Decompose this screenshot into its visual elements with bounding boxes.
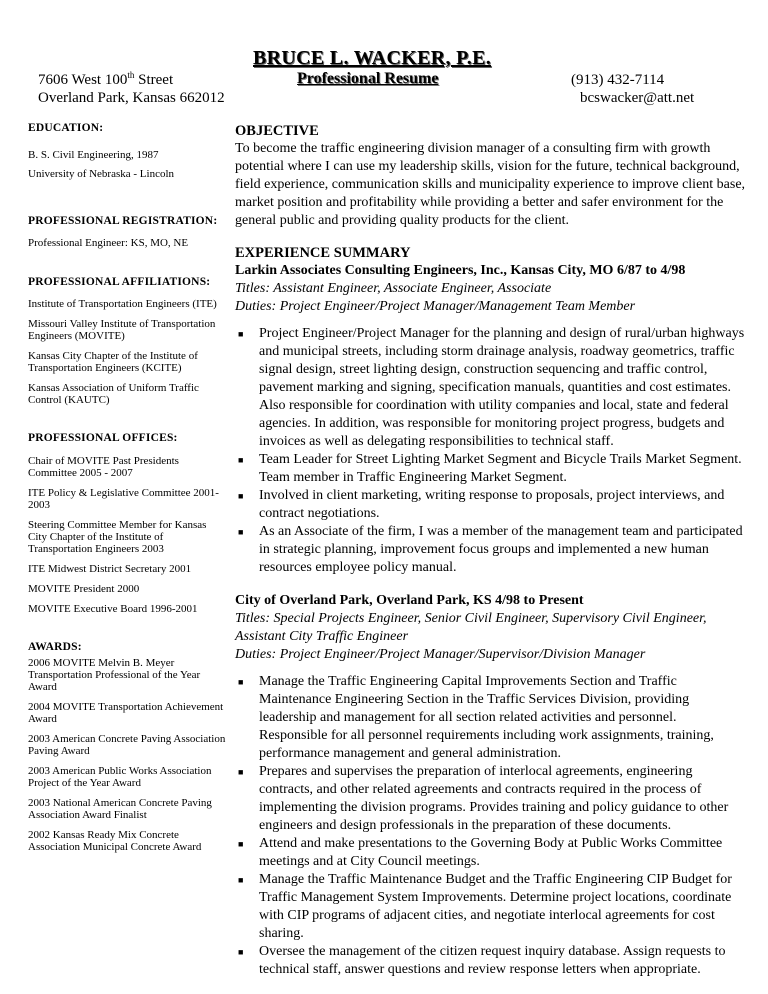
job-employer: Larkin Associates Consulting Engineers, Inc., Kansas City, MO 6/87 to 4/98 [235, 263, 686, 278]
bullet-icon: ■ [238, 455, 244, 465]
award-item: 2006 MOVITE Melvin B. Meyer Transportation Professional of the Year Award [28, 657, 201, 693]
office-item: Steering Committee Member for Kansas City Chapter of the Institute of Transportation Engineers 2003 [28, 519, 207, 555]
awards-heading: AWARDS: [28, 641, 82, 653]
education-section [28, 122, 228, 180]
job-bullet-list [235, 325, 747, 577]
registration-item: Professional Engineer: KS, MO, NE [28, 237, 189, 249]
offices-section [28, 432, 228, 615]
list-item [235, 943, 747, 979]
award-item: 2003 American Public Works Association Project of the Year Award [28, 765, 212, 789]
registration-heading: PROFESSIONAL REGISTRATION: [28, 215, 218, 227]
bullet-icon: ■ [238, 767, 244, 777]
job-larkin [235, 262, 747, 577]
resume-name: BRUCE L. WACKER, P.E. [253, 47, 492, 69]
bullet-text: Involved in client marketing, writing response to proposals, project interviews, and contract negotiations. [259, 488, 725, 521]
bullet-icon: ■ [238, 839, 244, 849]
award-item: 2004 MOVITE Transportation Achievement Award [28, 701, 224, 725]
affiliations-heading: PROFESSIONAL AFFILIATIONS: [28, 276, 211, 288]
award-item: 2003 National American Concrete Paving Association Award Finalist [28, 797, 212, 821]
bullet-text: Team Leader for Street Lighting Market Segment and Bicycle Trails Market Segment. Team member in Traffic Engineering Market Segment. [259, 452, 742, 485]
list-item [235, 835, 747, 871]
bullet-icon: ■ [238, 329, 244, 339]
email-address[interactable]: bcswacker@att.net [580, 90, 695, 106]
affiliation-item: Kansas Association of Uniform Traffic Control (KAUTC) [28, 382, 199, 406]
list-item [235, 871, 747, 943]
office-item: ITE Policy & Legislative Committee 2001- 2003 [28, 487, 219, 511]
address-line-2: Overland Park, Kansas 662012 [38, 90, 225, 106]
job-bullet-list [235, 673, 747, 979]
affiliation-item: Kansas City Chapter of the Institute of Transportation Engineers (KCITE) [28, 350, 198, 374]
bullet-text: Manage the Traffic Engineering Capital Improvements Section and Traffic Maintenance Engineering Section in the Traffic Services Division, providing leadership and management for all section related activities and personnel. Responsible for all personnel requirements including work assignments, training, performance management and general administration. [259, 674, 714, 761]
bullet-icon: ■ [238, 875, 244, 885]
bullet-text: Oversee the management of the citizen request inquiry database. Assign requests to technical staff, answer questions and review response letters when appropriate. [259, 944, 726, 977]
bullet-icon: ■ [238, 677, 244, 687]
office-item: MOVITE Executive Board 1996-2001 [28, 603, 198, 615]
job-duties: Duties: Project Engineer/Project Manager/Management Team Member [235, 299, 636, 314]
award-item: 2003 American Concrete Paving Association Paving Award [28, 733, 226, 757]
objective-heading: OBJECTIVE [235, 123, 319, 139]
bullet-text: Attend and make presentations to the Governing Body at Public Works Committee meetings and at City Council meetings. [259, 836, 723, 869]
affiliation-item: Missouri Valley Institute of Transportation Engineers (MOVITE) [28, 318, 216, 342]
affiliations-section [28, 276, 228, 406]
address-line-1 [38, 72, 173, 89]
office-item: Chair of MOVITE Past Presidents Committee 2005 - 2007 [28, 455, 179, 479]
award-item: 2002 Kansas Ready Mix Concrete Association Municipal Concrete Award [28, 829, 202, 853]
job-overland-park [235, 592, 747, 979]
list-item [235, 325, 747, 451]
sidebar [28, 122, 228, 853]
job-employer: City of Overland Park, Overland Park, KS 4/98 to Present [235, 593, 584, 608]
bullet-icon: ■ [238, 491, 244, 501]
job-titles: Titles: Special Projects Engineer, Senior Civil Engineer, Supervisory Civil Engineer, Assistant City Traffic Engineer [235, 611, 707, 644]
list-item [235, 487, 747, 523]
main-content [235, 122, 747, 979]
list-item [235, 523, 747, 577]
list-item [235, 673, 747, 763]
offices-heading: PROFESSIONAL OFFICES: [28, 432, 178, 444]
awards-section [28, 641, 228, 853]
experience-heading: EXPERIENCE SUMMARY [235, 245, 411, 261]
list-item [235, 451, 747, 487]
resume-subtitle: Professional Resume [297, 70, 439, 87]
address-street: Street [134, 72, 174, 88]
job-titles: Titles: Assistant Engineer, Associate Engineer, Associate [235, 281, 552, 296]
bullet-icon: ■ [238, 947, 244, 957]
phone-number: (913) 432-7114 [571, 72, 665, 88]
office-item: MOVITE President 2000 [28, 583, 140, 595]
registration-section [28, 215, 228, 249]
education-item: University of Nebraska - Lincoln [28, 168, 175, 180]
bullet-icon: ■ [238, 527, 244, 537]
address-number: 7606 West 100 [38, 72, 128, 88]
list-item [235, 763, 747, 835]
education-heading: EDUCATION: [28, 122, 104, 134]
address-ordinal: th [127, 70, 135, 80]
objective-text: To become the traffic engineering division manager of a consulting firm with growth potential where I can use my leadership skills, vision for the future, technical background, field experience, communication skills and municipality experience to improve client base, market position and profitability while providing a better and safer environment for the general public and providing quality products for the client. [235, 141, 746, 228]
bullet-text: Manage the Traffic Maintenance Budget and the Traffic Engineering CIP Budget for Traffic Management System Improvements. Determine project locations, coordinate with CIP programs of adjacent cities, and negotiate interlocal agreements for cost sharing. [259, 872, 732, 941]
job-duties: Duties: Project Engineer/Project Manager/Supervisor/Division Manager [235, 647, 646, 662]
bullet-text: As an Associate of the firm, I was a member of the management team and participated in strategic planning, improvement focus groups and implemented a new human resources employee policy manual. [259, 524, 743, 575]
office-item: ITE Midwest District Secretary 2001 [28, 563, 192, 575]
bullet-text: Project Engineer/Project Manager for the planning and design of rural/urban highways and municipal streets, including storm drainage analysis, roadway geometrics, traffic signal design, street lighting design, construction sequencing and traffic control, pavement marking and signing, specification manuals, quantities and cost estimates. Also responsible for coordination with utility companies and local, state and federal agencies. In addition, was responsible for monitoring project progress, budgets and invoices as well as delegating responsibilities to technical staff. [259, 326, 745, 449]
bullet-text: Prepares and supervises the preparation of interlocal agreements, engineering contracts, and other related agreements and contracts required in the process of implementing the division programs. Provides training and policy guidance to other engineers and design professionals in the preparation of these documents. [259, 764, 729, 833]
affiliation-item: Institute of Transportation Engineers (ITE) [28, 298, 217, 310]
education-item: B. S. Civil Engineering, 1987 [28, 149, 159, 161]
